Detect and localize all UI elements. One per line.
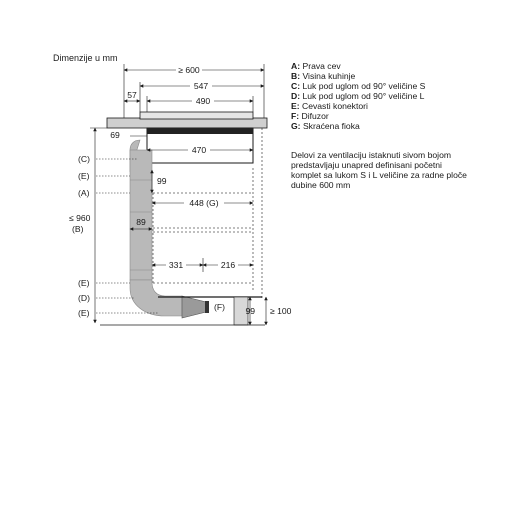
dim-front-offset: 57 (127, 90, 137, 100)
legend-item-a: A: Prava cev (291, 61, 341, 71)
legend-item-g: G: Skraćena fioka (291, 121, 360, 131)
page-title: Dimenzije u mm (53, 53, 118, 63)
legend-item-b: B: Visina kuhinje (291, 71, 356, 81)
part-label-c: (C) (78, 154, 90, 164)
dim-back-gap: 69 (110, 130, 120, 140)
legend-item-f: F: Difuzor (291, 111, 329, 121)
dim-cutout-depth: 490 (195, 96, 211, 106)
dim-drawer-width-g: 448 (G) (189, 198, 219, 208)
ventilation-note: Delovi za ventilaciju istaknuti sivom bojom predstavljaju unapred definisani početni komplet sa lukom S i L veličine za radne ploče dubine 600 mm (291, 150, 467, 190)
dim-drawer-width-top: 470 (191, 145, 207, 155)
legend-item-d: D: Luk pod uglom od 90° veličine L (291, 91, 425, 101)
dim-lower-331: 331 (168, 260, 184, 270)
legend-item-c: C: Luk pod uglom od 90° veličine S (291, 81, 426, 91)
dim-plinth-99: 99 (245, 306, 255, 316)
part-label-e-bottom: (E) (78, 308, 90, 318)
dim-plinth-min: ≥ 100 (270, 306, 292, 316)
part-label-e-top: (E) (78, 171, 90, 181)
parts-legend (291, 61, 425, 131)
dim-pipe-clearance: 99 (157, 176, 167, 186)
countertop (107, 112, 267, 128)
legend-item-e: E: Cevasti konektori (291, 101, 368, 111)
side-part-labels (78, 154, 90, 318)
dimension-lines (90, 64, 266, 325)
dim-pipe-width: 89 (136, 217, 146, 227)
part-label-d: (D) (78, 293, 90, 303)
dimension-labels (69, 64, 292, 316)
part-label-e-mid: (E) (78, 278, 90, 288)
dim-hob-depth: 547 (193, 81, 209, 91)
dim-lower-216: 216 (220, 260, 236, 270)
dim-overall-depth: ≥ 600 (178, 65, 200, 75)
dim-diffuser-label: (F) (214, 302, 225, 312)
dim-kitchen-height: ≤ 960 (69, 213, 91, 223)
part-label-a: (A) (78, 188, 90, 198)
dim-kitchen-height-label: (B) (72, 224, 84, 234)
